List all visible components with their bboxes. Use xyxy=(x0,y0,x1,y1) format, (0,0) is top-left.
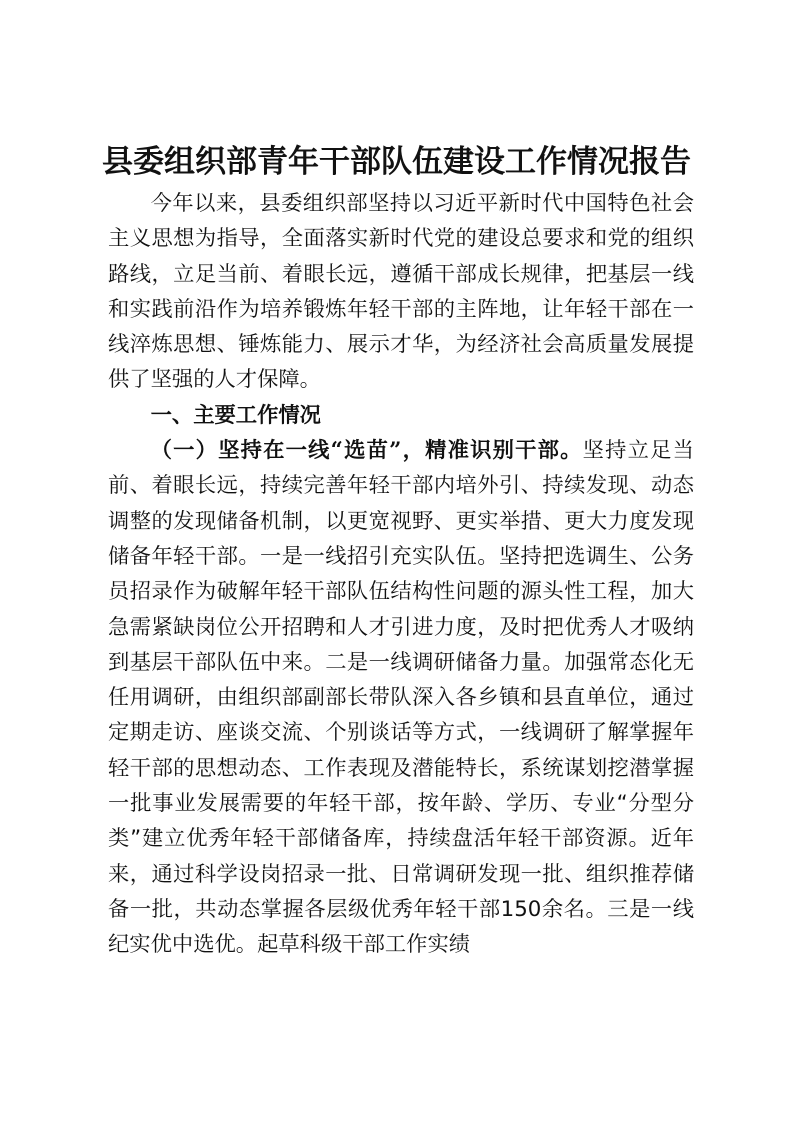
subsection-body: 坚持立足当前、着眼长远，持续完善年轻干部内培外引、持续发现、动态调整的发现储备机制，以更宽视野、更实举措、更大力度发现储备年轻干部。一是一线招引充实队伍。坚持把选调生、公务员招录作为破解年轻干部队伍结构性问题的源头性工程，加大急需紧缺岗位公开招聘和人才引进力度，及时把优秀人才吸纳到基层干部队伍中来。二是一线调研储备力量。加强常态化无任用调研，由组织部副部长带队深入各乡镇和县直单位，通过定期走访、座谈交流、个别谈话等方式，一线调研了解掌握年轻干部的思想动态、工作表现及潜能特长，系统谋划挖潜掌握一批事业发展需要的年轻干部，按年龄、学历、专业“分型分类”建立优秀年轻干部储备库，持续盘活年轻干部资源。近年来，通过科学设岗招录一批、日常调研发现一批、组织推荐储备一批，共动态掌握各层级优秀年轻干部150余名。三是一线纪实优中选优。起草科级干部工作实绩 xyxy=(108,438,694,958)
document-title: 县委组织部青年干部队伍建设工作情况报告 xyxy=(102,144,691,180)
intro-paragraph: 今年以来，县委组织部坚持以习近平新时代中国特色社会主义思想为指导，全面落实新时代党的建设总要求和党的组织路线，立足当前、着眼长远，遵循干部成长规律，把基层一线和实践前沿作为培养锻炼年轻干部的主阵地，让年轻干部在一线淬炼思想、锤炼能力、展示才华，为经济社会高质量发展提供了坚强的人才保障。 xyxy=(108,191,694,393)
subsection-heading: （一）坚持在一线“选苗”，精准识别干部。 xyxy=(150,438,583,464)
document-body xyxy=(108,186,694,963)
section-heading: 一、主要工作情况 xyxy=(150,402,321,428)
subsection-paragraph xyxy=(108,433,694,962)
